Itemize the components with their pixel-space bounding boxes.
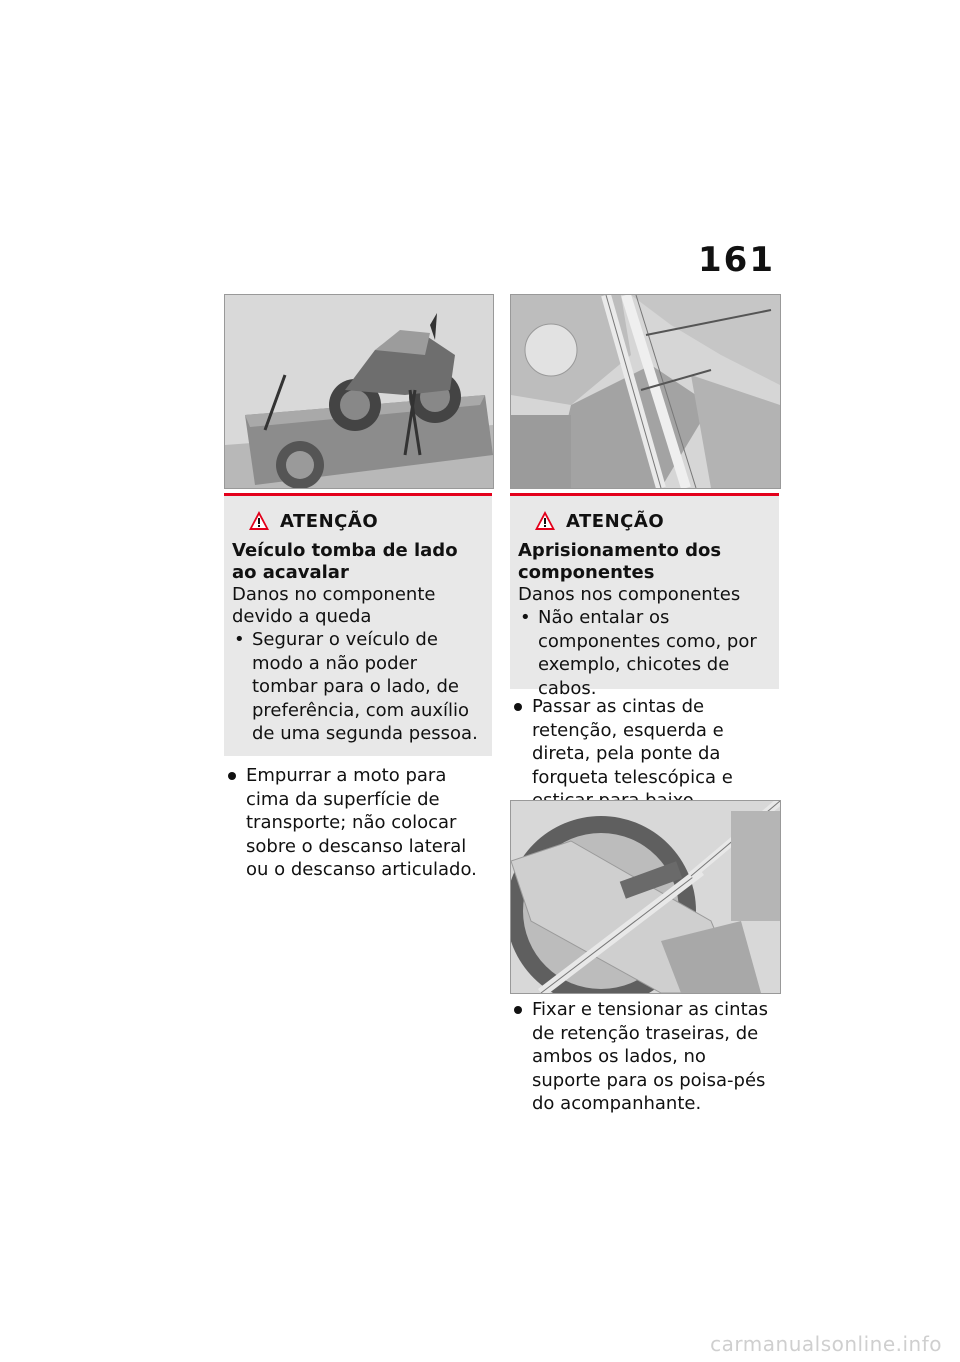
bullet-dot-icon: [514, 1006, 522, 1014]
warning-text: Danos no componente devido a queda: [232, 584, 436, 627]
step-rear-straps: [510, 998, 780, 1116]
warning-title: ATENÇÃO: [280, 510, 379, 532]
step-front-straps: [510, 695, 780, 813]
rear-straps-illustration: [511, 801, 780, 993]
figure-motorcycle-on-trailer: [224, 294, 494, 489]
warning-text: Danos nos componentes: [518, 584, 741, 605]
fork-straps-illustration: [511, 295, 780, 488]
warning-header: [232, 510, 484, 532]
step-text: Empurrar a moto para cima da superfície de transporte; não colocar sobre o descanso lateral ou o descanso articulado.: [246, 765, 477, 880]
step-text: Fixar e tensionar as cintas de retenção traseiras, de ambos os lados, no suporte para os poisa-pés do acompanhante.: [532, 999, 769, 1114]
warning-title: ATENÇÃO: [566, 510, 665, 532]
motorcycle-trailer-illustration: [225, 295, 493, 488]
page-number: 161: [698, 240, 775, 280]
figure-rear-straps: [510, 800, 781, 994]
step-push-motorcycle: [224, 764, 494, 882]
bullet-dot-icon: [228, 772, 236, 780]
warning-subtitle: Aprisionamento dos componentes: [518, 540, 722, 583]
figure-fork-straps: [510, 294, 781, 489]
warning-bullet: • Não entalar os componentes como, por exemplo, chicotes de cabos.: [518, 606, 773, 700]
warning-bullet: • Segurar o veículo de modo a não poder tombar para o lado, de preferência, com auxílio de uma segunda pessoa.: [232, 628, 484, 746]
warning-subtitle: Veículo tomba de lado ao acavalar: [232, 540, 458, 583]
warning-triangle-icon: [248, 510, 270, 532]
warning-box-tipping: [224, 493, 492, 756]
warning-header: [518, 510, 771, 532]
bullet-dot-icon: [514, 703, 522, 711]
warning-box-trapping: [510, 493, 779, 699]
footer-watermark: carmanualsonline.info: [710, 1332, 942, 1356]
warning-triangle-icon: [534, 510, 556, 532]
step-text: Passar as cintas de retenção, esquerda e direta, pela ponte da forqueta telescópica e: [532, 696, 733, 788]
